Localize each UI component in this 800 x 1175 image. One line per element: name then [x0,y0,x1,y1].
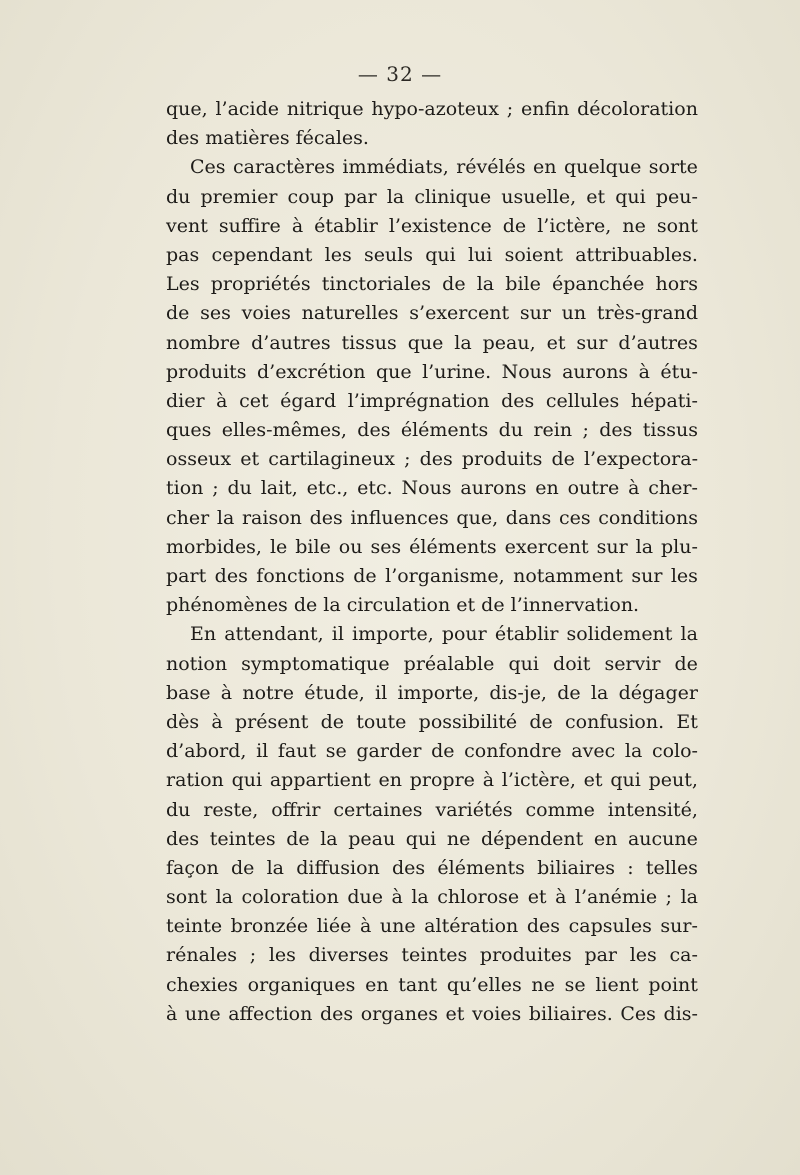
text-line: cher la raison des influences que, dans ces conditions [166,506,698,529]
text-line: ques elles-mêmes, des éléments du rein ; des tissus [166,419,698,442]
body-text [166,95,698,1029]
text-line: nombre d’autres tissus que la peau, et sur d’autres [166,331,698,354]
text-line: produits d’excrétion que l’urine. Nous aurons à étu- [166,360,698,383]
text-line: base à notre étude, il importe, dis-je, de la dégager [166,681,698,704]
text-line: des teintes de la peau qui ne dépendent en aucune [166,827,698,850]
text-line: façon de la diffusion des éléments biliaires : telles [166,856,698,879]
text-line: morbides, le bile ou ses éléments exercent sur la plu- [166,535,698,558]
text-line: En attendant, il importe, pour établir solidement la [190,623,698,646]
text-line: que, l’acide nitrique hypo-azoteux ; enfin décoloration [166,98,698,120]
text-line: teinte bronzée liée à une altération des capsules sur- [166,915,698,938]
text-line: de ses voies naturelles s’exercent sur un très-grand [166,302,698,325]
text-line: dès à présent de toute possibilité de confusion. Et [166,710,698,733]
text-line: osseux et cartilagineux ; des produits de l’expectora- [166,448,698,471]
text-line: Ces caractères immédiats, révélés en quelque sorte [190,156,698,179]
text-line: Les propriétés tinctoriales de la bile épanchée hors [166,273,698,296]
page-number: — 32 — [357,62,443,86]
text-line: phénomènes de la circulation et de l’innervation. [166,594,640,617]
text-line: du premier coup par la clinique usuelle, et qui peu- [166,185,698,208]
text-line: pas cependant les seuls qui lui soient attribuables. [166,243,698,266]
text-line: à une affection des organes et voies biliaires. Ces dis- [166,1002,698,1025]
text-line: sont la coloration due à la chlorose et à l’anémie ; la [166,886,698,909]
text-line: vent suffire à établir l’existence de l’ictère, ne sont [166,214,698,237]
text-line: rénales ; les diverses teintes produites par les ca- [166,944,698,967]
text-line: chexies organiques en tant qu’elles ne se lient point [166,973,698,996]
text-line: des matières fécales. [166,127,369,150]
text-line: ration qui appartient en propre à l’ictère, et qui peut, [166,769,698,792]
text-line: part des fonctions de l’organisme, notamment sur les [166,565,698,587]
text-line: du reste, offrir certaines variétés comme intensité, [166,798,698,821]
text-line: notion symptomatique préalable qui doit servir de [166,652,698,675]
text-line: d’abord, il faut se garder de confondre avec la colo- [166,740,698,763]
text-line: dier à cet égard l’imprégnation des cellules hépati- [166,389,698,412]
text-line: tion ; du lait, etc., etc. Nous aurons en outre à cher- [166,477,698,500]
